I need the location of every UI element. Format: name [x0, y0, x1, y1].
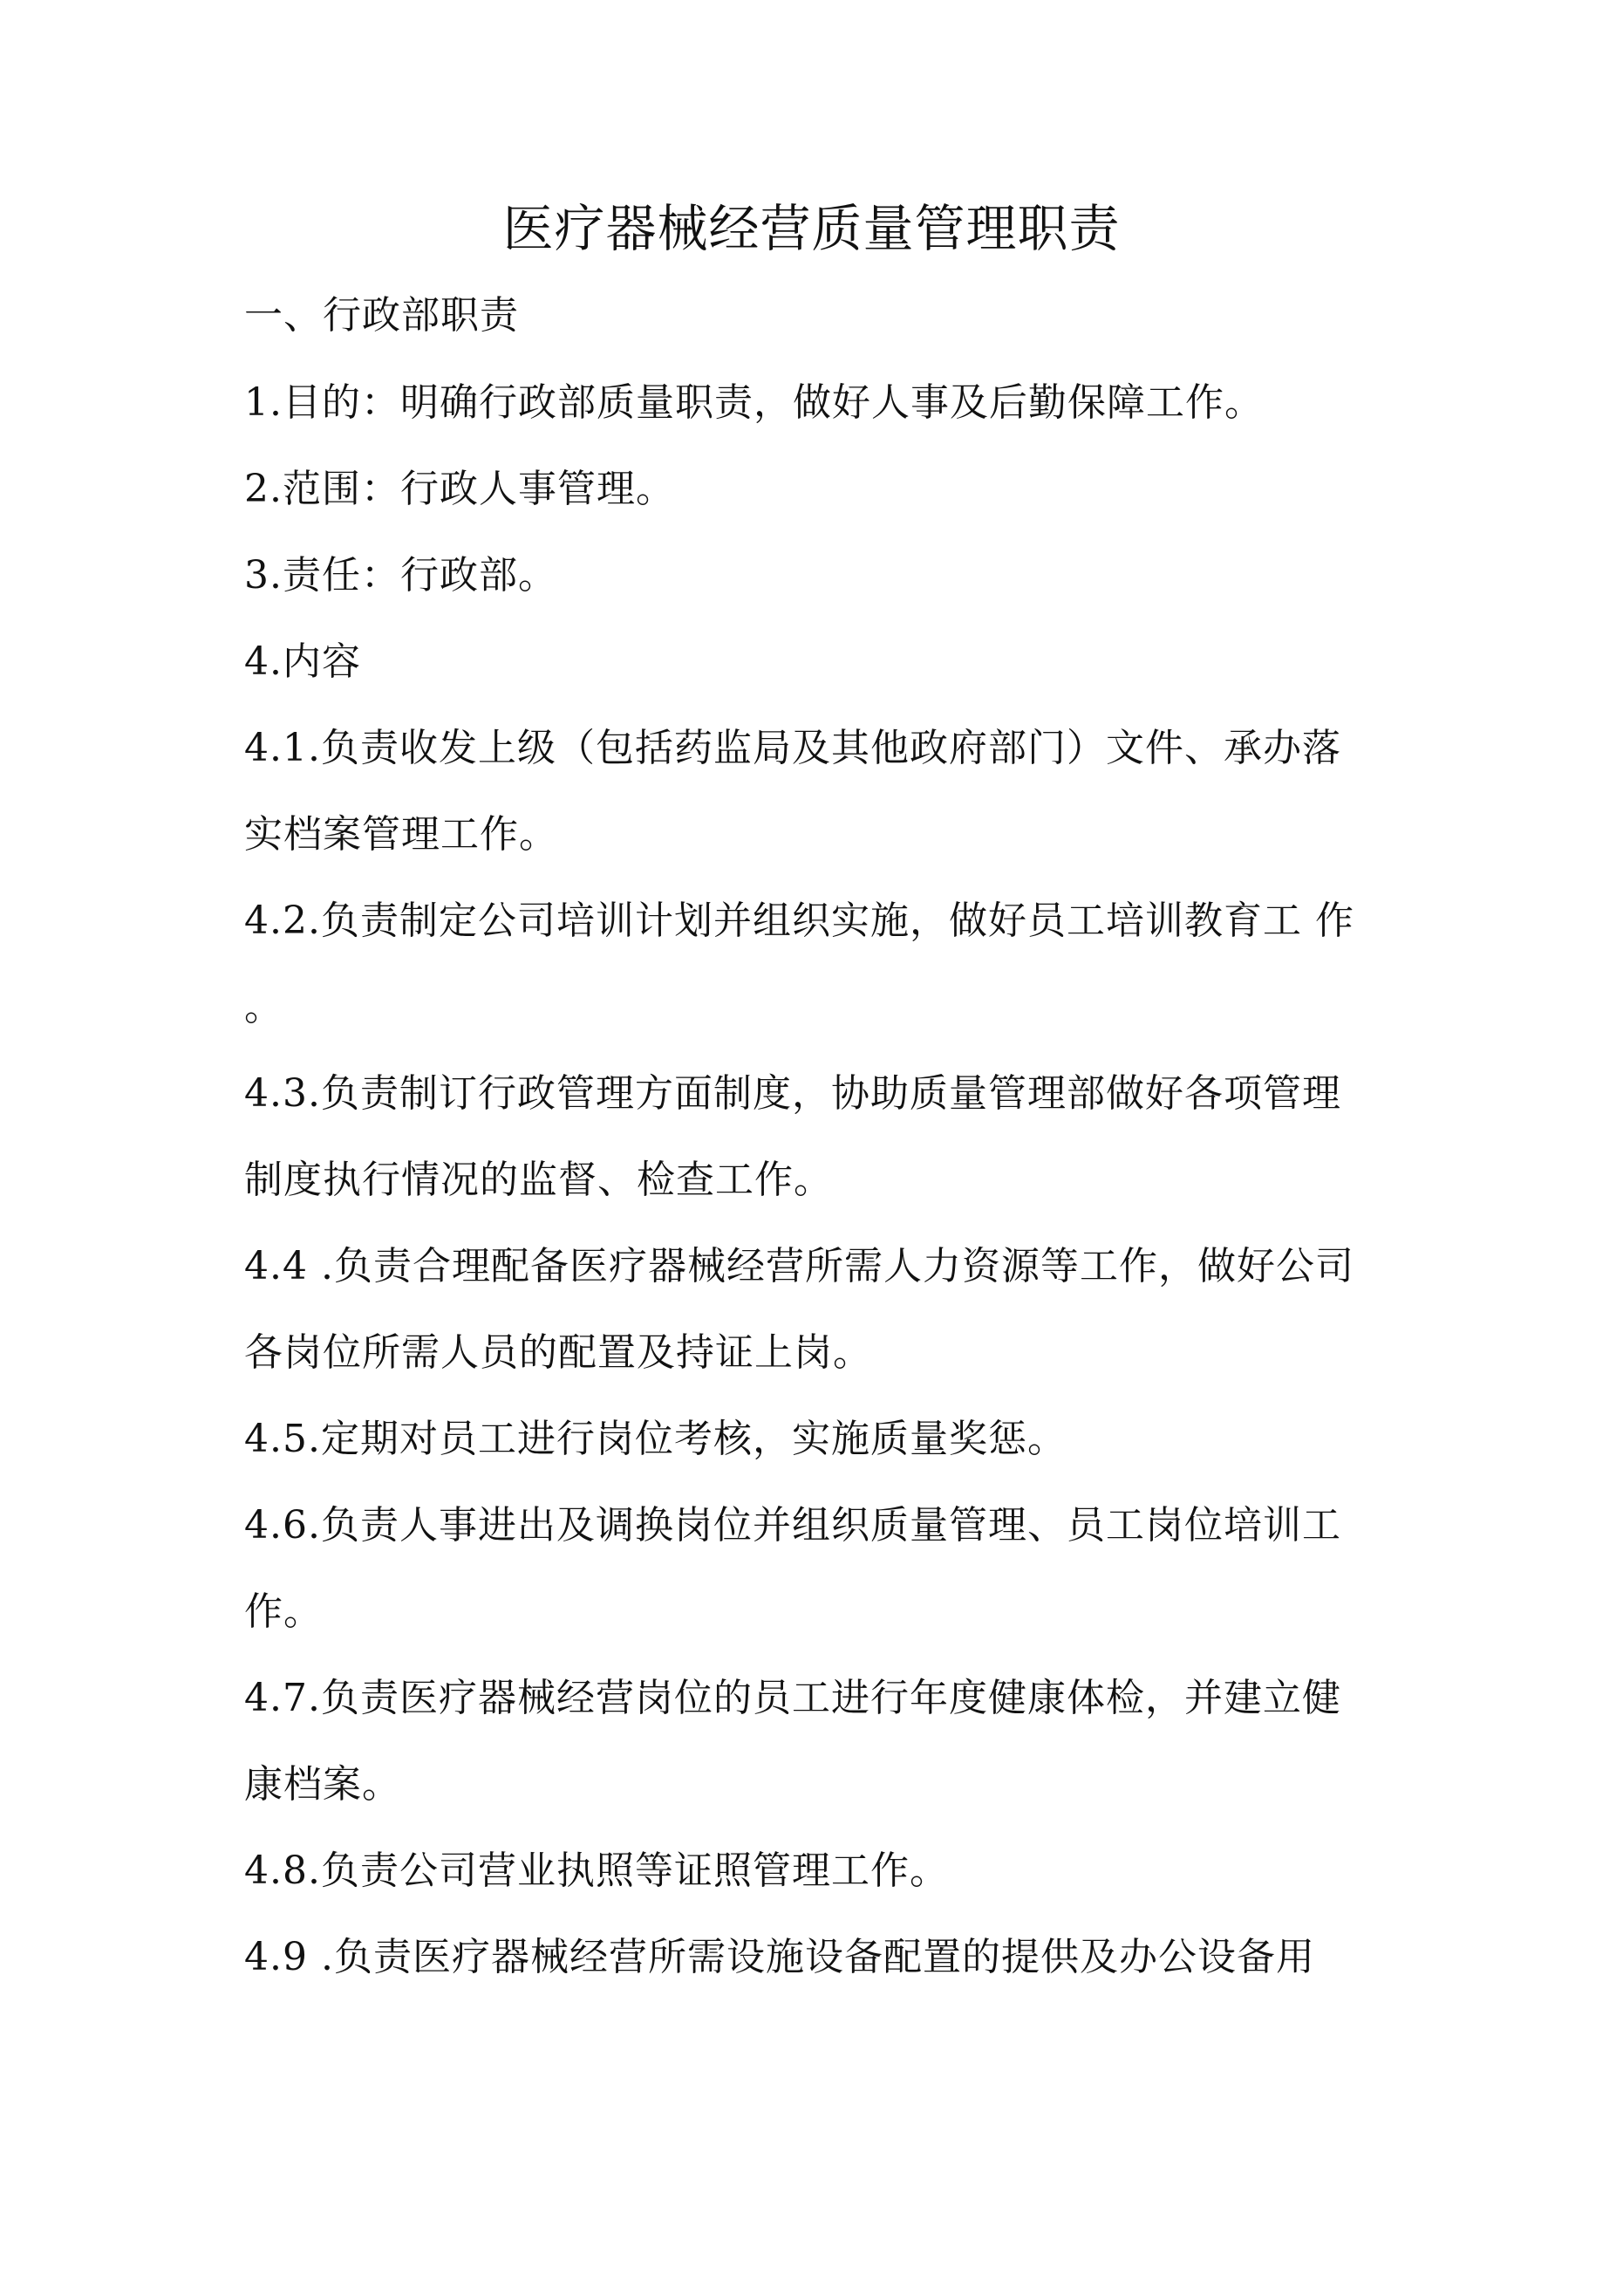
paragraph-line: 4.8.负责公司营业执照等证照管理工作。: [244, 1848, 949, 1893]
paragraph-line: 制度执行情况的监督、检查工作。: [244, 1158, 833, 1202]
document-title: 医疗器械经营质量管理职责: [502, 199, 1121, 258]
paragraph-line: 4.5.定期对员工进行岗位考核，实施质量奖惩。: [244, 1417, 1067, 1461]
paragraph-line: 康档案。: [244, 1762, 401, 1807]
paragraph-line: 4.2.负责制定公司培训计划并组织实施，做好员工培训教育工 作: [244, 899, 1354, 943]
paragraph-line: 2.范围：行政人事管理。: [244, 467, 675, 511]
paragraph-line: 4.9 .负责医疗器械经营所需设施设备配置的提供及办公设备用: [244, 1935, 1315, 1979]
section-heading: 一、行政部职责: [244, 293, 519, 338]
paragraph-line: 。: [244, 985, 283, 1029]
paragraph-line: 4.4 .负责合理配备医疗器械经营所需人力资源等工作，做好公司: [244, 1244, 1354, 1288]
paragraph-line: 各岗位所需人员的配置及持证上岗。: [244, 1330, 872, 1375]
paragraph-line: 4.1.负责收发上级（包括药监局及其他政府部门）文件、承办落: [244, 726, 1341, 770]
paragraph-line: 1.目的：明确行政部质量职责，做好人事及后勤保障工作。: [244, 380, 1264, 425]
paragraph-line: 4.7.负责医疗器械经营岗位的员工进行年度健康体检，并建立健: [244, 1676, 1341, 1720]
paragraph-line: 4.内容: [244, 639, 361, 684]
paragraph-line: 实档案管理工作。: [244, 812, 558, 857]
paragraph-line: 3.责任：行政部。: [244, 553, 557, 598]
paragraph-line: 4.3.负责制订行政管理方面制度，协助质量管理部做好各项管理: [244, 1071, 1341, 1116]
paragraph-line: 作。: [244, 1589, 323, 1634]
paragraph-line: 4.6.负责人事进出及调换岗位并组织质量管理、员工岗位培训工: [244, 1503, 1341, 1548]
